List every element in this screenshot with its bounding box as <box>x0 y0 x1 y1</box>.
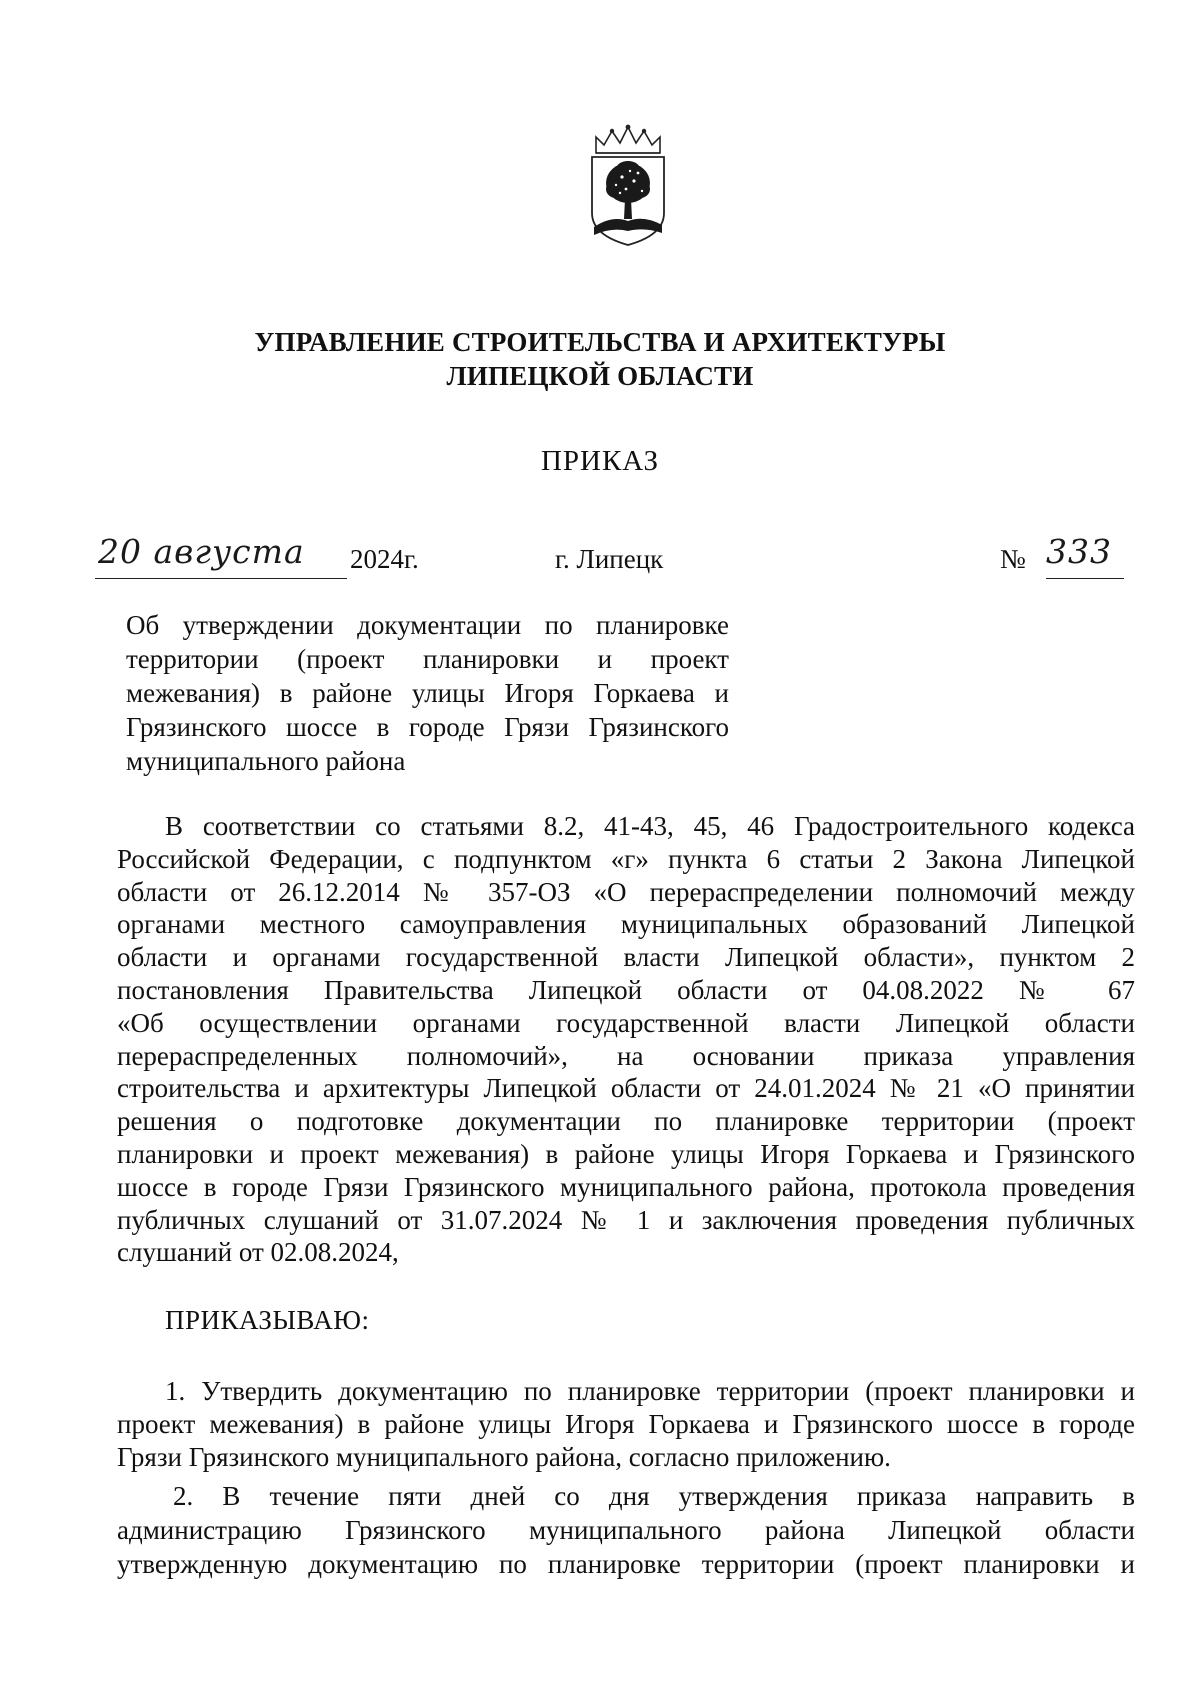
preamble-line: В соответствии со статьями 8.2, 41-43, 45, 46 Градостроительного кодекса <box>165 811 1135 841</box>
document-city: г. Липецк <box>555 544 664 574</box>
item-line: администрацию Грязинского муниципального района Липецкой области <box>117 1515 1135 1545</box>
item-line: 2. В течение пяти дней со дня утверждения приказа направить в <box>173 1481 1135 1511</box>
subject-line: Грязинского шоссе в городе Грязи Грязинского <box>126 712 729 742</box>
item-line: утвержденную документацию по планировке территории (проект планировки и <box>117 1549 1135 1579</box>
organization-title-line2: ЛИПЕЦКОЙ ОБЛАСТИ <box>446 361 754 391</box>
order-item-1 <box>117 1375 1135 1474</box>
preamble-line: слушаний от 02.08.2024, <box>117 1237 399 1268</box>
subject-line: Об утверждении документации по планировке <box>126 610 729 640</box>
subject-line: территории (проект планировки и проект <box>126 644 729 674</box>
preamble-line: публичных слушаний от 31.07.2024 № 1 и заключения проведения публичных <box>117 1204 1135 1235</box>
coat-of-arms-emblem <box>582 123 674 247</box>
handwritten-number: 333 <box>1046 532 1112 571</box>
document-year: 2024г. <box>350 544 419 574</box>
subject-line: межевания) в районе улицы Игоря Горкаева и <box>126 678 729 708</box>
preamble-line: Российской Федерации, с подпунктом «г» пункта 6 статьи 2 Закона Липецкой <box>117 843 1135 874</box>
preamble-line: строительства и архитектуры Липецкой области от 24.01.2024 № 21 «О принятии <box>117 1073 1135 1104</box>
preamble-paragraph <box>117 810 1135 1269</box>
item-line: Грязи Грязинского муниципального района, согласно приложению. <box>117 1442 891 1472</box>
number-underline <box>1046 578 1124 579</box>
date-underline <box>95 578 347 579</box>
organization-title-line1: УПРАВЛЕНИЕ СТРОИТЕЛЬСТВА И АРХИТЕКТУРЫ <box>254 327 946 357</box>
preamble-line: «Об осуществлении органами государственной власти Липецкой области <box>117 1007 1135 1038</box>
preamble-line: шоссе в городе Грязи Грязинского муниципального района, протокола проведения <box>117 1171 1135 1202</box>
document-type-title: ПРИКАЗ <box>540 445 660 477</box>
preamble-line: перераспределенных полномочий», на основании приказа управления <box>117 1040 1135 1071</box>
order-directive-word: ПРИКАЗЫВАЮ: <box>165 1305 370 1335</box>
preamble-line: постановления Правительства Липецкой области от 04.08.2022 № 67 <box>117 974 1135 1005</box>
preamble-line: решения о подготовке документации по планировке территории (проект <box>117 1106 1135 1137</box>
handwritten-date: 20 августа <box>98 532 305 571</box>
document-subject <box>126 608 729 778</box>
item-line: проект межевания) в районе улицы Игоря Горкаева и Грязинского шоссе в городе <box>117 1409 1135 1439</box>
preamble-line: органами местного самоуправления муниципальных образований Липецкой <box>117 909 1135 940</box>
preamble-line: планировки и проект межевания) в районе улицы Игоря Горкаева и Грязинского <box>117 1138 1135 1169</box>
document-number-label: № <box>1000 544 1026 574</box>
preamble-line: области от 26.12.2014 № 357-ОЗ «О перераспределении полномочий между <box>117 876 1135 907</box>
preamble-line: области и органами государственной власти Липецкой области», пунктом 2 <box>117 942 1135 973</box>
item-line: 1. Утвердить документацию по планировке территории (проект планировки и <box>165 1376 1135 1406</box>
order-item-2 <box>117 1479 1135 1581</box>
subject-line: муниципального района <box>126 746 406 776</box>
